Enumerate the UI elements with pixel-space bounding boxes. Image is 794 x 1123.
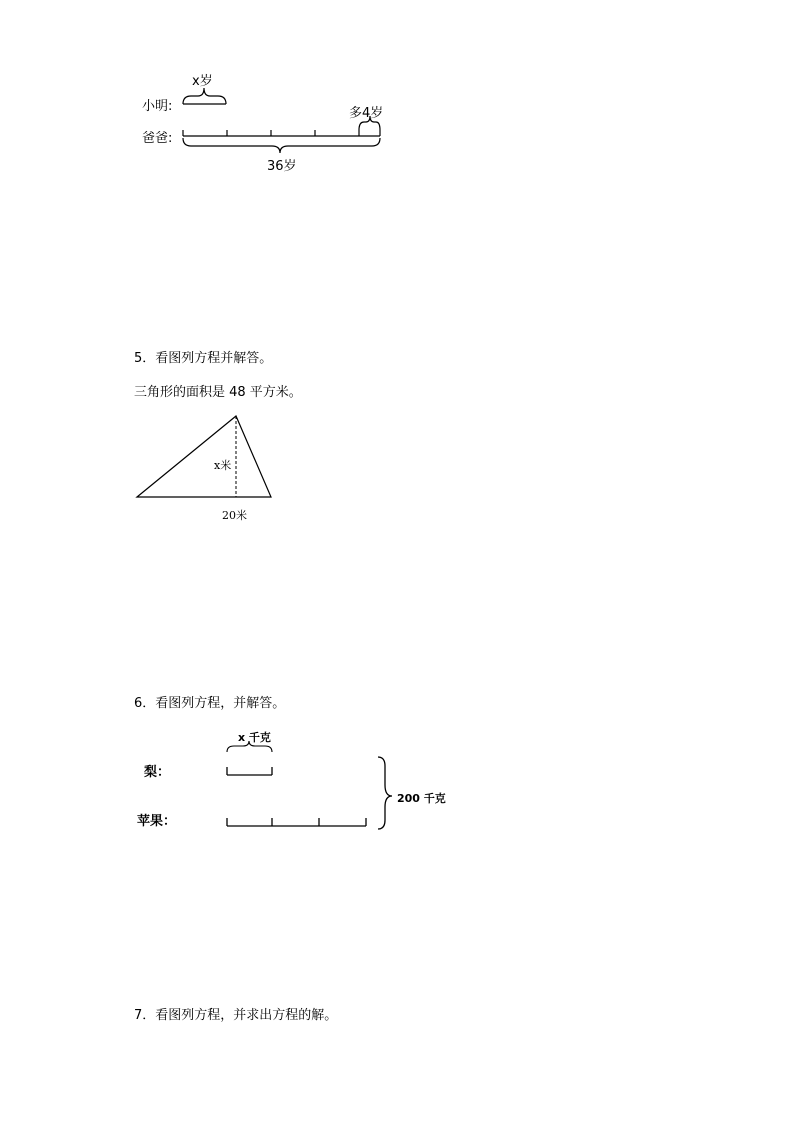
pear-brace [227,741,272,752]
dad-label: 爸爸: [142,131,173,146]
total-curly-brace [378,757,392,829]
pear-weight-label: x 千克 [238,731,271,744]
pear-label: 梨： [144,765,171,780]
question-7-title: 7．看图列方程，并求出方程的解。 [134,1008,338,1023]
xiaoming-age-label: x岁 [192,74,213,89]
apple-label: 苹果： [137,814,177,829]
total-weight-label: 200 千克 [397,792,446,805]
question-5-description: 三角形的面积是 48 平方米。 [134,385,302,400]
triangle-height-label: x米 [214,459,232,472]
total-age-label: 36岁 [267,159,297,174]
xiaoming-label: 小明: [142,99,173,114]
triangle-base-label: 20米 [222,509,247,522]
question-6-title: 6．看图列方程，并解答。 [134,696,286,711]
more-4-label: 多4岁 [349,106,384,121]
question-5-title: 5．看图列方程并解答。 [134,351,273,366]
